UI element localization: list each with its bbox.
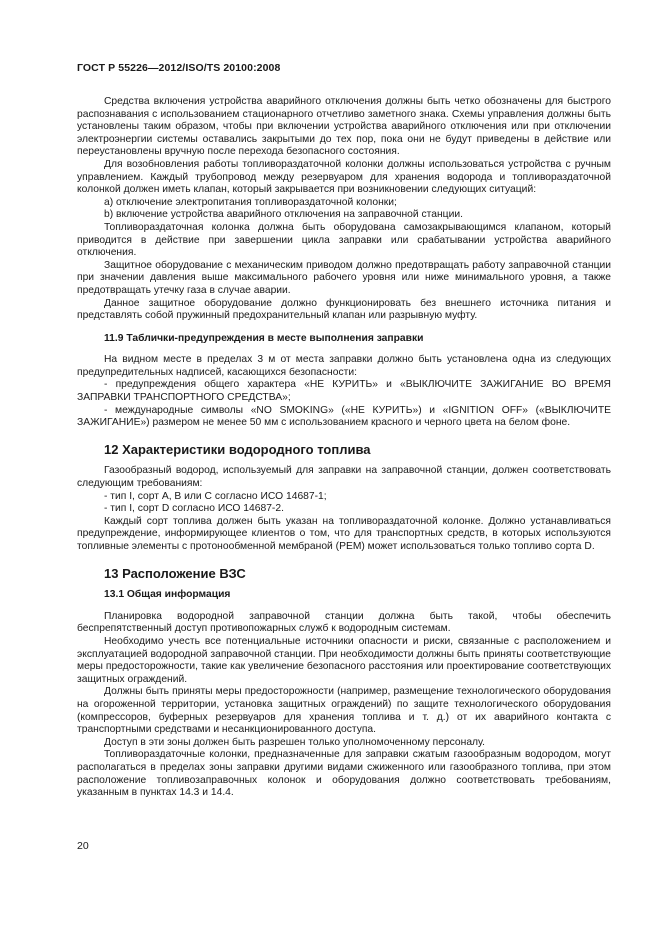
- paragraph: Газообразный водород, используемый для заправки на заправочной станции, должен соответствовать следующим требованиям:: [77, 465, 611, 490]
- list-item: - тип I, сорт А, В или С согласно ИСО 14687-1;: [104, 490, 327, 502]
- paragraph: Защитное оборудование с механическим приводом должно предотвращать работу заправочной станции при значении давления выше максимального рабочего уровня или ниже минимального уровня, а также предотвращать утечку газа в случае аварии.: [77, 259, 611, 296]
- document-header: ГОСТ Р 55226—2012/ISO/TS 20100:2008: [77, 62, 281, 74]
- list-item: b) включение устройства аварийного отключения на заправочной станции.: [104, 209, 463, 221]
- paragraph: Доступ в эти зоны должен быть разрешен только уполномоченному персоналу.: [104, 736, 486, 748]
- paragraph: Топливораздаточная колонка должна быть оборудована самозакрывающимся клапаном, который приводится в действие при завершении цикла заправки или срабатывании устройства аварийного отключения.: [77, 221, 611, 259]
- paragraph: Необходимо учесть все потенциальные источники опасности и риски, связанные с расположением и эксплуатацией водородной заправочной станции. При необходимости должны быть приняты соответствующие меры предосторожности, такие как увеличение безопасного расстояния или проектирование соответствующих защитных ограждений.: [77, 635, 611, 685]
- list-item: - тип I, сорт D согласно ИСО 14687-2.: [104, 503, 284, 515]
- document-body: [77, 96, 611, 800]
- paragraph: На видном месте в пределах 3 м от места заправки должно быть установлена одна из следующих предупредительных надписей, касающихся безопасности:: [77, 354, 611, 378]
- paragraph: Средства включения устройства аварийного отключения должны быть четко обозначены для быстрого распознавания с использованием стационарного отчетливо заметного знака. Схемы управления должны быть установлены таким образом, чтобы при включении устройства аварийного отключения или при отключении электроэнергии системы оставались закрытыми до тех пор, пока они не будут приведены в действие или переустановлены вручную после перехода безопасного состояния.: [77, 96, 611, 158]
- list-item: a) отключение электропитания топливораздаточной колонки;: [104, 196, 397, 208]
- page-number: 20: [77, 840, 89, 852]
- list-item: - международные символы «NO SMOKING» («НЕ КУРИТЬ») и «IGNITION OFF» («ВЫКЛЮЧИТЕ ЗАЖИГАНИЕ») размером не менее 50 мм с использованием красного и черного цвета на белом фоне.: [77, 404, 611, 429]
- paragraph: Топливораздаточные колонки, предназначенные для заправки сжатым газообразным водородом, могут располагаться в пределах зоны заправки другими видами сжиженного или газообразного топлива, при этом расположение топливозаправочных колонок и оборудования должно соответствовать требованиям, указанным в пунктах 14.3 и 14.4.: [77, 749, 611, 799]
- paragraph: Должны быть приняты меры предосторожности (например, размещение технологического оборудования на огороженной территории, установка защитных ограждений) по защите технологического оборудования (компрессоров, буферных резервуаров для хранения топлива и т. д.) от их аварийного контакта с транспортными средствами и несанкционированного доступа.: [77, 686, 611, 736]
- list-item: - предупреждения общего характера «НЕ КУРИТЬ» и «ВЫКЛЮЧИТЕ ЗАЖИГАНИЕ ВО ВРЕМЯ ЗАПРАВКИ ТРАНСПОРТНОГО СРЕДСТВА»;: [77, 379, 611, 404]
- paragraph: Планировка водородной заправочной станции должна быть такой, чтобы обеспечить беспрепятственный доступ противопожарных служб к водородным системам.: [77, 610, 611, 635]
- paragraph: Для возобновления работы топливораздаточной колонки должны использоваться устройства с ручным управлением. Каждый трубопровод между резервуаром для хранения водорода и топливораздаточной колонкой должен иметь клапан, который закрывается при возникновении следующих ситуаций:: [77, 158, 611, 196]
- section-title: 12 Характеристики водородного топлива: [104, 441, 371, 457]
- subsection-title: 13.1 Общая информация: [104, 589, 231, 601]
- paragraph: Каждый сорт топлива должен быть указан на топливораздаточной колонке. Должно устанавливаться предупреждение, информирующее клиентов о том, что для транспортных средств, в которых используются топливные элементы с протонообменной мембраной (PEM) может использоваться только топливо сорта D.: [77, 515, 611, 552]
- paragraph: Данное защитное оборудование должно функционировать без внешнего источника питания и представлять собой пружинный предохранительный клапан или разрывную муфту.: [77, 297, 611, 322]
- section-title: 13 Расположение ВЗС: [104, 565, 246, 581]
- subsection-title: 11.9 Таблички-предупреждения в месте выполнения заправки: [104, 332, 424, 344]
